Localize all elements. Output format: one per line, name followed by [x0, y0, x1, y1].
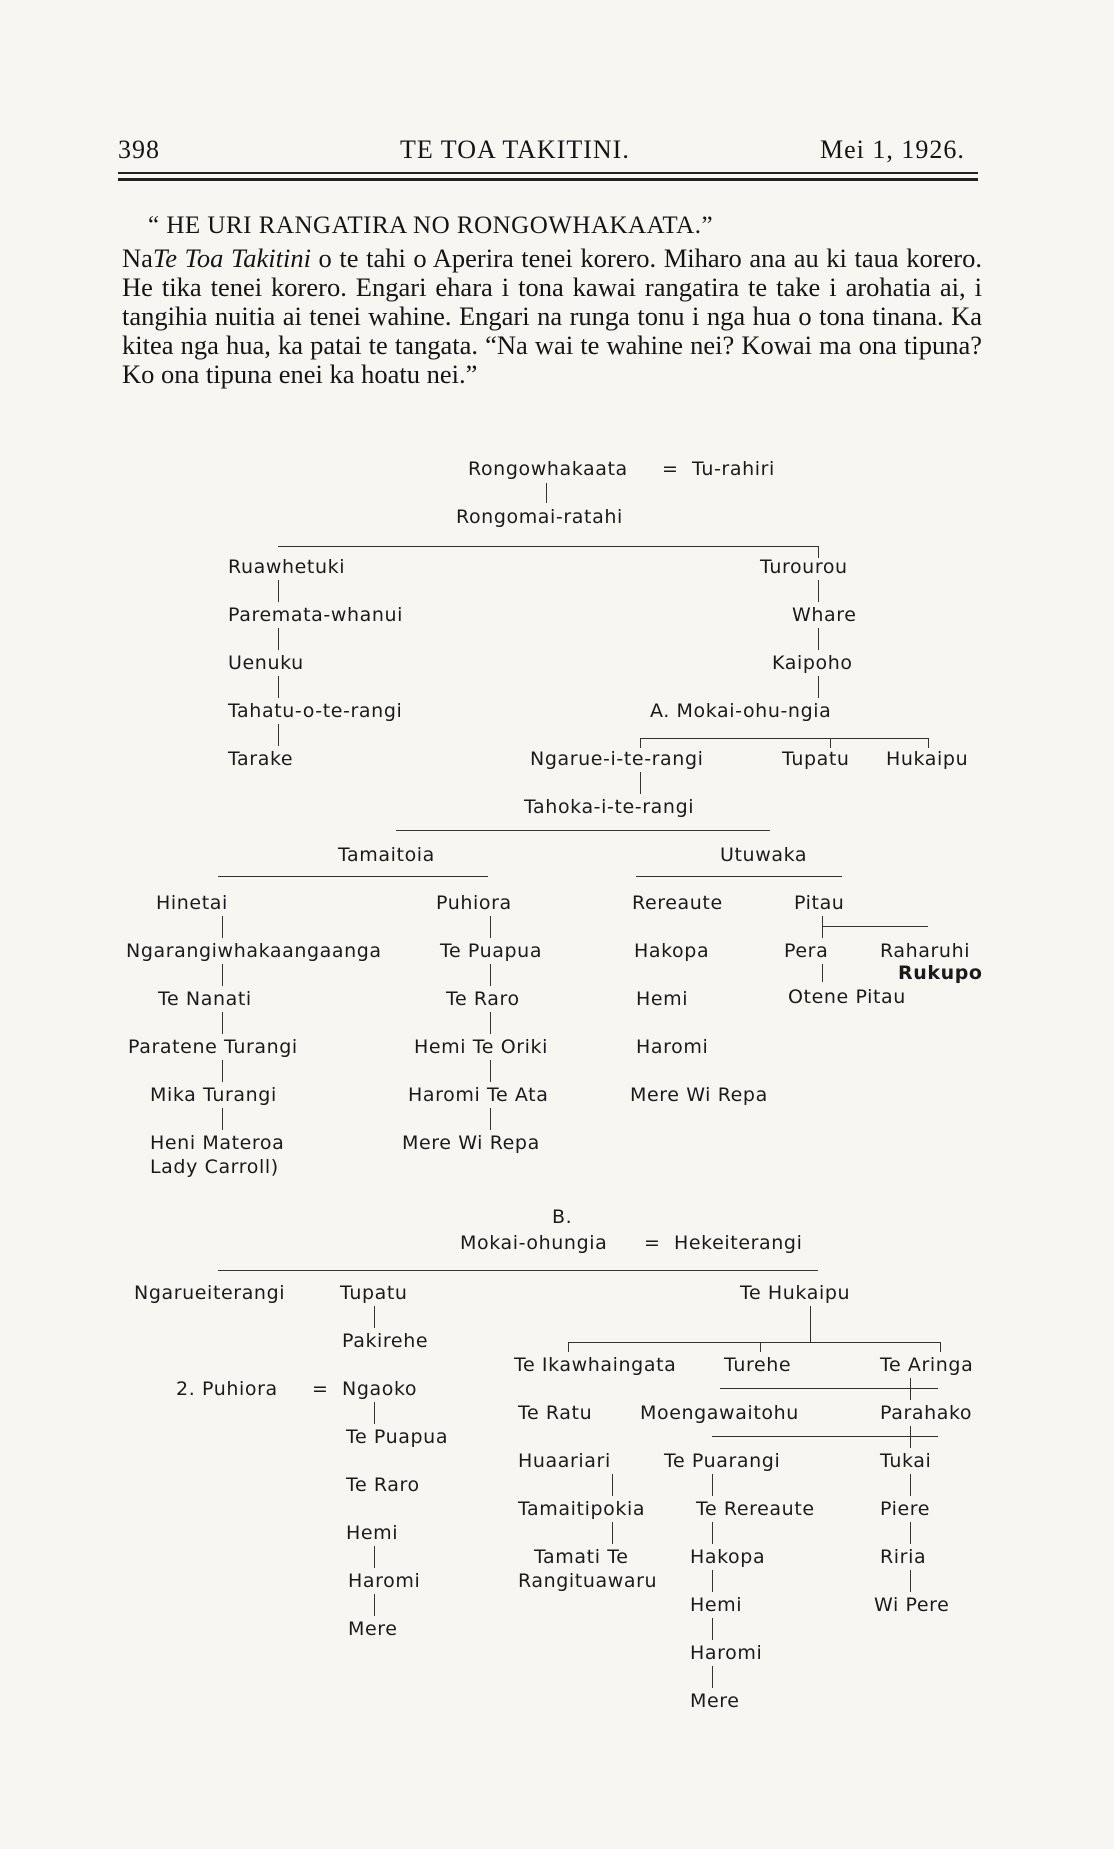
sibling-bracket: [822, 926, 928, 927]
descent-line: [222, 1108, 223, 1130]
rereaute-line-1: Rereaute: [632, 892, 723, 914]
tupatu-line-2: Pakirehe: [342, 1330, 429, 1352]
publication-title: TE TOA TAKITINI.: [400, 135, 630, 164]
moenga-line-3: Hakopa: [690, 1546, 766, 1568]
tupatu-line-8: Mere: [348, 1618, 398, 1640]
tupatu-line-4: Te Puapua: [346, 1426, 449, 1448]
descent-line: [546, 483, 547, 503]
sibling-bracket: [712, 1436, 938, 1437]
descent-line: [760, 1342, 761, 1352]
hinetai-line-6: Heni Materoa: [150, 1132, 285, 1154]
ngarueiterangi: Ngarueiterangi: [134, 1282, 286, 1304]
tamaitipokia: Tamaitipokia: [518, 1498, 646, 1520]
section-b-label: B.: [552, 1206, 573, 1228]
rereaute-line-3: Hemi: [636, 988, 689, 1010]
descent-line: [490, 1108, 491, 1130]
rereaute-line-2: Hakopa: [634, 940, 710, 962]
left-line-2: Paremata-whanui: [228, 604, 404, 626]
sibling-bracket: [278, 546, 818, 547]
root-husband: Rongowhakaata: [468, 458, 628, 480]
descent-line: [374, 1402, 375, 1424]
sibling-bracket: [218, 876, 488, 877]
te-aringa: Te Aringa: [880, 1354, 974, 1376]
sibling-bracket: [396, 830, 770, 831]
hinetai-line-2: Ngarangiwhakaangaanga: [126, 940, 382, 962]
mokai-ohungia: Mokai-ohungia: [460, 1232, 608, 1254]
puhiora-line-4: Hemi Te Oriki: [414, 1036, 549, 1058]
descent-line: [374, 1594, 375, 1616]
descent-line: [910, 1522, 911, 1544]
left-line-4: Tahatu-o-te-rangi: [228, 700, 403, 722]
tamaitoia: Tamaitoia: [338, 844, 435, 866]
descent-line: [822, 916, 823, 938]
right-line-3: Kaipoho: [772, 652, 853, 674]
tupatu: Tupatu: [782, 748, 850, 770]
aringa-line-4: Riria: [880, 1546, 927, 1568]
descent-line: [910, 1474, 911, 1496]
root-wife: Tu-rahiri: [692, 458, 775, 480]
issue-date: Mei 1, 1926.: [820, 135, 965, 164]
descent-line: [818, 628, 819, 650]
descent-line: [374, 1306, 375, 1328]
aringa-line-2: Tukai: [880, 1450, 932, 1472]
descent-line: [222, 916, 223, 938]
article-title: “ HE URI RANGATIRA NO RONGOWHAKAATA.”: [148, 212, 714, 239]
moenga-line-5: Haromi: [690, 1642, 763, 1664]
pera: Pera: [784, 940, 829, 962]
raharuhi: Raharuhi: [880, 940, 971, 962]
descent-line: [490, 916, 491, 938]
descent-line: [822, 964, 823, 982]
descent-line: [278, 580, 279, 602]
descent-line: [568, 1342, 569, 1352]
sibling-bracket: [640, 738, 928, 739]
sibling-bracket: [636, 876, 842, 877]
descent-line: [712, 1570, 713, 1592]
descent-line: [810, 1306, 811, 1342]
descent-line: [940, 1342, 941, 1352]
descent-line: [374, 1546, 375, 1568]
descent-line: [222, 964, 223, 986]
marriage-sign-puhiora: =: [312, 1378, 329, 1400]
sibling-bracket: [568, 1342, 940, 1343]
otene-pitau: Otene Pitau: [788, 986, 906, 1008]
descent-line: [490, 1060, 491, 1082]
hinetai-line-7: Lady Carroll): [150, 1156, 279, 1178]
rereaute-line-5: Mere Wi Repa: [630, 1084, 768, 1106]
puhiora-line-1: Puhiora: [436, 892, 512, 914]
sibling-bracket: [720, 1388, 938, 1389]
moenga-line-1: Te Puarangi: [664, 1450, 781, 1472]
descent-line: [278, 724, 279, 746]
puhiora-2: 2. Puhiora: [176, 1378, 278, 1400]
ngarue-i-te-rangi: Ngarue-i-te-rangi: [530, 748, 704, 770]
moenga-line-6: Mere: [690, 1690, 740, 1712]
article-paragraph: NaTe Toa Takitini o te tahi o Aperira tenei korero. Miharo ana au ki taua korero. He tika tenei korero. Engari ehara i tona kawai rangatira te take i arohatia ai, i tangihia nuitia ai tenei wahine. Engari na runga tonu i nga hua o tona tinana. Ka kitea nga hua, ka patai te tangata. “Na wai te wahine nei? Kowai ma ona tipuna? Ko ona tipuna enei ka hoatu nei.”: [122, 243, 982, 389]
te-ratu: Te Ratu: [518, 1402, 593, 1424]
sibling-bracket: [218, 1270, 818, 1271]
hukaipu: Hukaipu: [886, 748, 969, 770]
tupatu-line-1: Tupatu: [340, 1282, 408, 1304]
tupatu-line-3: Ngaoko: [342, 1378, 418, 1400]
descent-line: [712, 1618, 713, 1640]
descent-line: [490, 964, 491, 986]
aringa-line-5: Wi Pere: [874, 1594, 950, 1616]
descent-line: [490, 1012, 491, 1034]
descent-line: [712, 1666, 713, 1688]
descent-line: [928, 738, 929, 748]
descent-line: [278, 676, 279, 698]
hinetai-line-4: Paratene Turangi: [128, 1036, 298, 1058]
pitau: Pitau: [794, 892, 845, 914]
descent-line: [818, 580, 819, 602]
page-number: 398: [118, 135, 160, 164]
newspaper-name: Te Toa Takitini: [152, 243, 311, 273]
descent-line: [640, 738, 641, 748]
turehe: Turehe: [724, 1354, 792, 1376]
moenga-line-2: Te Rereaute: [696, 1498, 815, 1520]
descent-line: [910, 1378, 911, 1400]
hinetai-line-5: Mika Turangi: [150, 1084, 277, 1106]
marriage-sign: =: [662, 458, 679, 480]
hinetai-line-1: Hinetai: [156, 892, 228, 914]
descent-line: [612, 1522, 613, 1544]
te-ikawhaingata: Te Ikawhaingata: [514, 1354, 677, 1376]
descent-line: [910, 1426, 911, 1448]
descent-line: [278, 628, 279, 650]
tamati-te: Tamati Te: [534, 1546, 629, 1568]
descent-line: [712, 1522, 713, 1544]
descent-line: [818, 676, 819, 698]
left-line-1: Ruawhetuki: [228, 556, 346, 578]
child-rongomai: Rongomai-ratahi: [456, 506, 623, 528]
rereaute-line-4: Haromi: [636, 1036, 709, 1058]
hinetai-line-3: Te Nanati: [158, 988, 252, 1010]
marriage-sign-b: =: [644, 1232, 661, 1254]
tupatu-line-5: Te Raro: [346, 1474, 420, 1496]
mokai-ohu-ngia: A. Mokai-ohu-ngia: [650, 700, 832, 722]
tupatu-line-6: Hemi: [346, 1522, 399, 1544]
descent-line: [830, 738, 831, 748]
left-line-5: Tarake: [228, 748, 294, 770]
tupatu-line-7: Haromi: [348, 1570, 421, 1592]
header-rule-thick: [118, 178, 978, 181]
descent-line: [712, 1474, 713, 1496]
hekeiterangi: Hekeiterangi: [674, 1232, 803, 1254]
rukupo: Rukupo: [898, 962, 983, 984]
right-line-1: Turourou: [760, 556, 848, 578]
moengawaitohu: Moengawaitohu: [640, 1402, 799, 1424]
aringa-line-1: Parahako: [880, 1402, 973, 1424]
descent-line: [640, 772, 641, 794]
descent-line: [612, 1474, 613, 1496]
huaariari: Huaariari: [518, 1450, 611, 1472]
descent-line: [222, 1060, 223, 1082]
descent-line: [222, 1012, 223, 1034]
header-rule: [118, 172, 978, 174]
rangituawaru: Rangituawaru: [518, 1570, 658, 1592]
te-hukaipu: Te Hukaipu: [740, 1282, 851, 1304]
puhiora-line-6: Mere Wi Repa: [402, 1132, 540, 1154]
aringa-line-3: Piere: [880, 1498, 931, 1520]
moenga-line-4: Hemi: [690, 1594, 743, 1616]
tahoka-i-te-rangi: Tahoka-i-te-rangi: [524, 796, 695, 818]
right-line-2: Whare: [792, 604, 857, 626]
puhiora-line-3: Te Raro: [446, 988, 520, 1010]
left-line-3: Uenuku: [228, 652, 304, 674]
puhiora-line-5: Haromi Te Ata: [408, 1084, 549, 1106]
descent-line: [910, 1570, 911, 1592]
puhiora-line-2: Te Puapua: [440, 940, 543, 962]
utuwaka: Utuwaka: [720, 844, 808, 866]
